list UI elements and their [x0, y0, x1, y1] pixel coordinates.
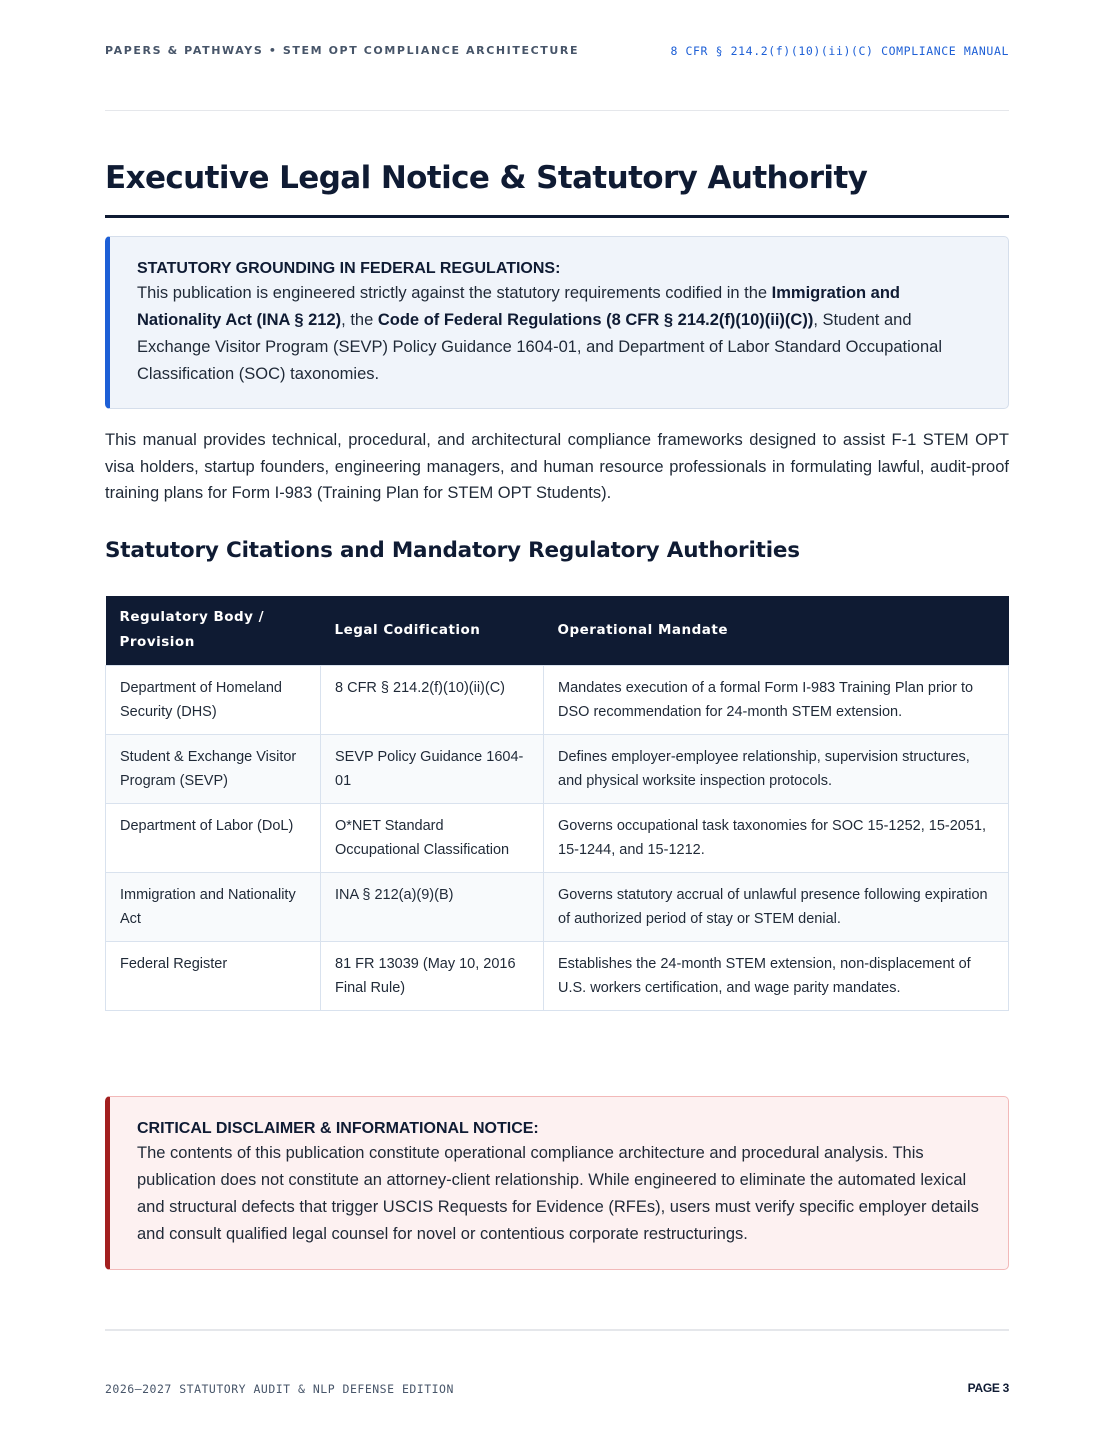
- table-cell: Immigration and Nationality Act: [106, 872, 321, 941]
- manual-citation: 8 CFR § 214.2(f)(10)(ii)(C) COMPLIANCE MANUAL: [670, 44, 1009, 58]
- table-cell: Governs occupational task taxonomies for SOC 15-1252, 15-2051, 15-1244, and 15-1212.: [544, 803, 1009, 872]
- table-cell: 81 FR 13039 (May 10, 2016 Final Rule): [321, 941, 544, 1010]
- callout-bold-cfr: Code of Federal Regulations (8 CFR § 214.2(f)(10)(ii)(C)): [377, 311, 814, 329]
- statutory-grounding-callout: [105, 236, 1009, 409]
- column-header-body: Regulatory Body / Provision: [106, 596, 321, 665]
- running-header: [105, 44, 1009, 60]
- callout-text-3: , Student and Exchange Visitor Program (SEVP) Policy Guidance 1604-01, and Department of Labor Standard Occupational Classification (SOC) taxonomies.: [137, 311, 942, 383]
- regulatory-authorities-table: [105, 596, 1009, 1011]
- table-cell: Student & Exchange Visitor Program (SEVP): [106, 734, 321, 803]
- table-row: [106, 665, 1009, 734]
- table-cell: Department of Homeland Security (DHS): [106, 665, 321, 734]
- table-cell: Defines employer-employee relationship, supervision structures, and physical worksite inspection protocols.: [544, 734, 1009, 803]
- callout-heading: STATUTORY GROUNDING IN FEDERAL REGULATIONS:: [137, 260, 561, 277]
- table-row: [106, 803, 1009, 872]
- callout-text-1: This publication is engineered strictly against the statutory requirements codified in the: [137, 284, 772, 302]
- table-row: [106, 872, 1009, 941]
- table-cell: INA § 212(a)(9)(B): [321, 872, 544, 941]
- table-cell: Governs statutory accrual of unlawful presence following expiration of authorized period of stay or STEM denial.: [544, 872, 1009, 941]
- table-row: [106, 941, 1009, 1010]
- table-cell: 8 CFR § 214.2(f)(10)(ii)(C): [321, 665, 544, 734]
- section-heading: Statutory Citations and Mandatory Regulatory Authorities: [105, 538, 800, 563]
- table-cell: Department of Labor (DoL): [106, 803, 321, 872]
- page-number: PAGE 3: [967, 1381, 1009, 1395]
- intro-paragraph: This manual provides technical, procedural, and architectural compliance frameworks designed to assist F-1 STEM OPT visa holders, startup founders, engineering managers, and human resource professionals in formulating lawful, audit-proof training plans for Form I-983 (Training Plan for STEM OPT Students).: [105, 431, 1009, 502]
- page-title: Executive Legal Notice & Statutory Authority: [105, 160, 868, 196]
- footer-divider: [105, 1329, 1009, 1331]
- edition-label: 2026–2027 STATUTORY AUDIT & NLP DEFENSE EDITION: [105, 1382, 454, 1396]
- disclaimer-body: The contents of this publication constitute operational compliance architecture and procedural analysis. This publication does not constitute an attorney-client relationship. While engineered to eliminate the automated lexical and structural defects that trigger USCIS Requests for Evidence (RFEs), users must verify specific employer details and consult qualified legal counsel for novel or contentious corporate restructurings.: [137, 1144, 979, 1243]
- document-page: [105, 0, 1009, 1440]
- table-cell: Federal Register: [106, 941, 321, 1010]
- publication-name: PAPERS & PATHWAYS • STEM OPT COMPLIANCE ARCHITECTURE: [105, 44, 580, 57]
- header-divider: [105, 110, 1009, 111]
- callout-body: [137, 280, 984, 388]
- table-cell: Mandates execution of a formal Form I-983 Training Plan prior to DSO recommendation for 24-month STEM extension.: [544, 665, 1009, 734]
- table-cell: Establishes the 24-month STEM extension, non-displacement of U.S. workers certification, and wage parity mandates.: [544, 941, 1009, 1010]
- title-underline: [105, 215, 1009, 218]
- disclaimer-callout: [105, 1096, 1009, 1270]
- disclaimer-heading: CRITICAL DISCLAIMER & INFORMATIONAL NOTICE:: [137, 1120, 539, 1137]
- column-header-codification: Legal Codification: [321, 596, 544, 665]
- table-cell: SEVP Policy Guidance 1604-01: [321, 734, 544, 803]
- callout-text-2: , the: [341, 311, 378, 329]
- table-row: [106, 734, 1009, 803]
- table-cell: O*NET Standard Occupational Classification: [321, 803, 544, 872]
- table-header-row: [106, 596, 1009, 665]
- column-header-mandate: Operational Mandate: [544, 596, 1009, 665]
- callout-bold-ina: Immigration and Nationality Act (INA § 212): [137, 284, 901, 329]
